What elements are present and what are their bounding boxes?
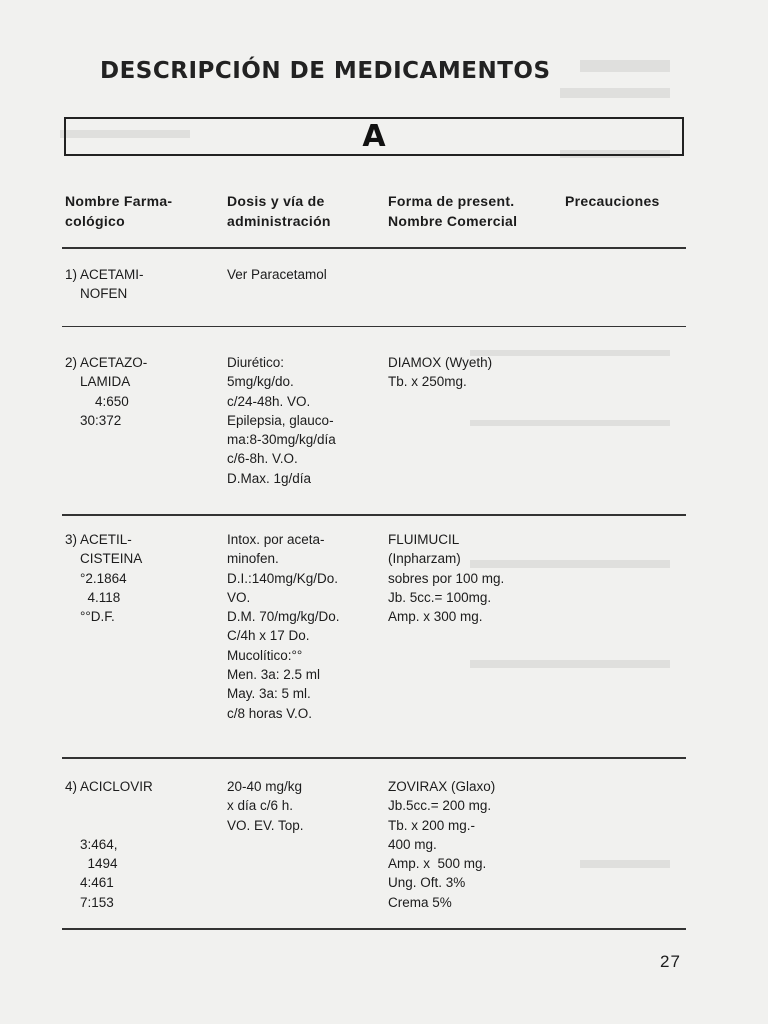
page-title: DESCRIPCIÓN DE MEDICAMENTOS <box>100 58 551 84</box>
entry-4-name: 4) ACICLOVIR 3:464, 1494 4:461 7:153 <box>65 779 153 910</box>
entry-4-rule <box>62 928 686 930</box>
entry-1-dose: Ver Paracetamol <box>227 267 327 282</box>
header-forma-presentacion: Forma de present. Nombre Comercial <box>388 193 518 229</box>
page-number: 27 <box>660 952 681 971</box>
entry-2-name: 2) ACETAZO- LAMIDA 4:650 30:372 <box>65 355 148 428</box>
entry-4-dose: 20-40 mg/kg x día c/6 h. VO. EV. Top. <box>227 779 304 833</box>
entry-3-dose: Intox. por aceta- minofen. D.I.:140mg/Kg/Do. VO. D.M. 70/mg/kg/Do. C/4h x 17 Do. Mucolítico:°° Men. 3a: 2.5 ml May. 3a: 5 ml. c/8 horas V.O. <box>227 532 340 721</box>
entry-2-rule <box>62 514 686 516</box>
entry-3-form: FLUIMUCIL (Inpharzam) sobres por 100 mg. Jb. 5cc.= 100mg. Amp. x 300 mg. <box>388 532 505 625</box>
section-letter-box <box>64 117 684 156</box>
header-nombre-farmacologico: Nombre Farma- cológico <box>65 193 173 229</box>
entry-2-dose: Diurético: 5mg/kg/do. c/24-48h. VO. Epilepsia, glauco- ma:8-30mg/kg/día c/6-8h. V.O. D.Max. 1g/día <box>227 355 336 486</box>
section-letter: A <box>362 119 386 154</box>
entry-3-rule <box>62 757 686 759</box>
entry-2-form: DIAMOX (Wyeth) Tb. x 250mg. <box>388 355 493 390</box>
header-rule <box>62 247 686 249</box>
header-precauciones: Precauciones <box>565 193 660 209</box>
entry-1-rule <box>62 326 686 327</box>
entry-4-form: ZOVIRAX (Glaxo) Jb.5cc.= 200 mg. Tb. x 200 mg.- 400 mg. Amp. x 500 mg. Ung. Oft. 3% Crema 5% <box>388 779 496 910</box>
header-dosis-via: Dosis y vía de administración <box>227 193 331 229</box>
entry-3-name: 3) ACETIL- CISTEINA °2.1864 4.118 °°D.F. <box>65 532 143 625</box>
entry-1-name: 1) ACETAMI- NOFEN <box>65 267 144 302</box>
